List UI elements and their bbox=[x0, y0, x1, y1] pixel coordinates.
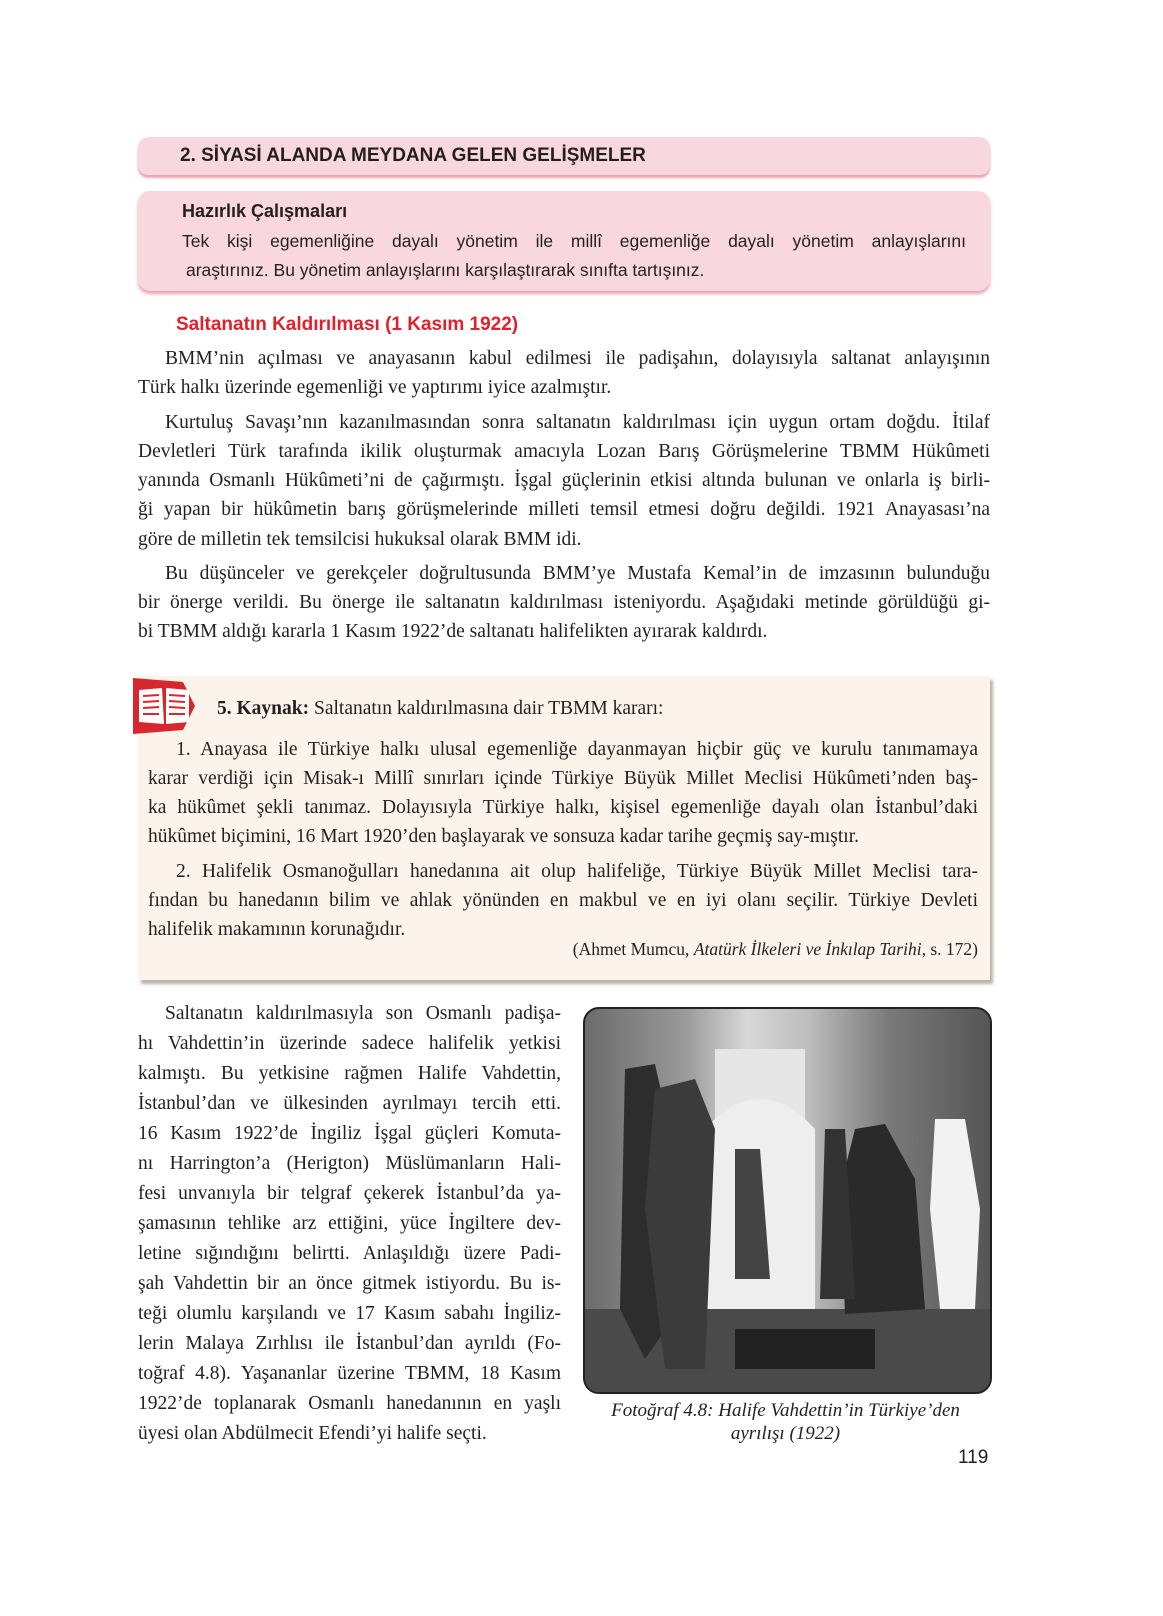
text-line: karar verdiği için Misak-ı Millî sınırları içinde Türkiye Büyük Millet Meclisi Hükûmeti’nden baş- bbox=[148, 768, 978, 789]
text-line: fesi unvanıyla bir telgraf çekerek İstanbul’da ya- bbox=[138, 1183, 561, 1204]
source-title: Saltanatın kaldırılmasına dair TBMM kararı: bbox=[313, 698, 664, 719]
text-line: yanında Osmanlı Hükûmeti’ni de çağırmıştı. İşgal güçlerinin etkisi altında bulunan ve onlarla iş birli- bbox=[138, 470, 990, 491]
section-title-band bbox=[138, 137, 990, 175]
source-citation bbox=[573, 939, 978, 960]
text-line: ka hükûmet şekli tanımaz. Dolayısıyla Türkiye halkı, kişisel egemenliğe dayalı olan İstanbul’daki bbox=[148, 797, 978, 818]
text-line: 1922’de toplanarak Osmanlı hanedanının en yaşlı bbox=[138, 1393, 561, 1414]
citation-author: (Ahmet Mumcu, bbox=[572, 939, 694, 959]
preparation-box bbox=[138, 191, 990, 291]
text-line: Türk halkı üzerinde egemenliği ve yaptırımı iyice azalmıştır. bbox=[138, 377, 612, 398]
text-line: halifelik makamının korunağıdır. bbox=[148, 919, 406, 940]
subheading: Saltanatın Kaldırılması (1 Kasım 1922) bbox=[176, 314, 519, 335]
text-line: bir önerge verildi. Bu önerge ile saltanatın kaldırılması isteniyordu. Aşağıdaki metinde görüldüğü gi- bbox=[138, 592, 990, 613]
text-line: teği olumlu karşılandı ve 17 Kasım sabahı İngiliz- bbox=[138, 1303, 561, 1324]
source-heading bbox=[217, 698, 663, 720]
text-line: BMM’nin açılması ve anayasanın kabul edilmesi ile padişahın, dolayısıyla saltanat anlayışının bbox=[165, 348, 990, 369]
text-line: hı Vahdettin’in üzerinde sadece halifelik yetkisi bbox=[138, 1033, 561, 1054]
text-line: hükûmet biçimini, 16 Mart 1920’den başlayarak ve sonsuza kadar tarihe geçmiş say-mıştır. bbox=[148, 826, 860, 847]
text-line: Devletleri Türk tarafında ikilik oluşturmak amacıyla Lozan Barış Görüşmelerine TBMM Hükûmeti bbox=[138, 441, 990, 462]
photo-vahdettin-departure bbox=[583, 1007, 992, 1394]
photo-caption-line: ayrılışı (1922) bbox=[730, 1423, 841, 1444]
text-line: letine sığındığını belirtti. Anlaşıldığı üzere Padi- bbox=[138, 1243, 561, 1264]
text-line: 16 Kasım 1922’de İngiliz İşgal güçleri Komuta- bbox=[138, 1123, 561, 1144]
text-line: bi TBMM aldığı kararla 1 Kasım 1922’de saltanatı halifelikten ayırarak kaldırdı. bbox=[138, 621, 768, 642]
text-line: kalmıştı. Bu yetkisine rağmen Halife Vahdettin, bbox=[138, 1063, 561, 1084]
text-line: göre de milletin tek temsilcisi hukuksal olarak BMM idi. bbox=[138, 529, 582, 550]
text-line: nı Harrington’a (Herigton) Müslümanların Hali- bbox=[138, 1153, 561, 1174]
text-line: ği yapan bir hükûmetin barış görüşmelerinde milleti temsil etmesi doğru değildi. 1921 Anayasası’na bbox=[138, 499, 990, 520]
text-line: üyesi olan Abdülmecit Efendi’yi halife seçti. bbox=[138, 1423, 487, 1444]
preparation-line: Tek kişi egemenliğine dayalı yönetim ile millî egemenliğe dayalı yönetim anlayışlarını bbox=[182, 231, 966, 251]
text-line: Saltanatın kaldırılmasıyla son Osmanlı padişa- bbox=[165, 1003, 561, 1024]
page-number: 119 bbox=[958, 1447, 989, 1468]
source-label: 5. Kaynak: bbox=[217, 698, 310, 719]
photo-caption-line: Fotoğraf 4.8: Halife Vahdettin’in Türkiye’den bbox=[611, 1400, 960, 1421]
text-line: 1. Anayasa ile Türkiye halkı ulusal egemenliğe dayanmayan hiçbir güç ve kurulu tanımamaya bbox=[176, 739, 978, 760]
text-line: Kurtuluş Savaşı’nın kazanılmasından sonra saltanatın kaldırılması için uygun ortam doğdu. İtilaf bbox=[165, 412, 990, 433]
text-line: fından bu hanedanın bilim ve ahlak yönünden en makbul ve en iyi olanı seçilir. Türkiye Devleti bbox=[148, 890, 978, 911]
citation-work: Atatürk İlkeleri ve İnkılap Tarihi, bbox=[693, 939, 926, 959]
text-line: şah Vahdettin bir an önce gitmek istiyordu. Bu is- bbox=[138, 1273, 561, 1294]
text-line: toğraf 4.8). Yaşananlar üzerine TBMM, 18 Kasım bbox=[138, 1363, 561, 1384]
preparation-title: Hazırlık Çalışmaları bbox=[182, 201, 348, 221]
text-line: Bu düşünceler ve gerekçeler doğrultusunda BMM’ye Mustafa Kemal’in de imzasının bulunduğu bbox=[165, 563, 990, 584]
text-line: 2. Halifelik Osmanoğulları hanedanına ait olup halifeliğe, Türkiye Büyük Millet Meclisi tara- bbox=[176, 861, 978, 882]
text-line: lerin Malaya Zırhlısı ile İstanbul’dan ayrıldı (Fo- bbox=[138, 1333, 561, 1354]
book-icon bbox=[131, 676, 197, 734]
text-line: şamasının tehlike arz ettiğini, yüce İngiltere dev- bbox=[138, 1213, 561, 1234]
preparation-line: araştırınız. Bu yönetim anlayışlarını karşılaştırarak sınıfta tartışınız. bbox=[186, 260, 705, 280]
text-line: İstanbul’dan ve ülkesinden ayrılmayı tercih etti. bbox=[138, 1093, 561, 1114]
citation-page: s. 172) bbox=[925, 939, 978, 959]
section-title: 2. SİYASİ ALANDA MEYDANA GELEN GELİŞMELER bbox=[180, 145, 646, 166]
